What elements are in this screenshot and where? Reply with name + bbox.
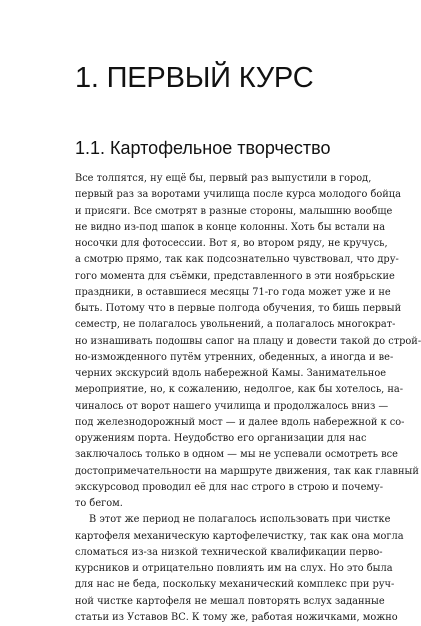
body-line: оружениям порта. Неудобство его организации для нас xyxy=(75,433,367,444)
body-line: для нас не беда, поскольку механический комплекс при руч- xyxy=(75,579,395,591)
body-line: а смотрю прямо, так как подсознательно чувствовал, что дру- xyxy=(75,254,399,266)
body-line: чиналось от ворот нашего училища и продолжалось вниз — xyxy=(75,400,389,412)
body-line: семестр, не полагалось увольнений, а полагалось многократ- xyxy=(75,319,396,331)
body-line: ной чистке картофеля не мешал повторять вслух заданные xyxy=(75,595,385,607)
section-title: 1.1. Картофельное творчество xyxy=(75,138,331,158)
body-line: черних экскурсий вдоль набережной Камы. Занимательное xyxy=(75,368,387,379)
body-line: не видно из-под шапок в конце колонны. Хоть бы встали на xyxy=(75,221,386,233)
body-line: первый раз за воротами училища после курса молодого бойца xyxy=(75,189,401,201)
body-line: и присяги. Все смотрят в разные стороны, малышню вообще xyxy=(75,205,393,217)
body-line: заключалось только в одном — мы не успевали осмотреть все xyxy=(75,449,398,461)
body-line: мероприятие, но, к сожалению, недолгое, как бы хотелось, на- xyxy=(75,384,404,396)
body-line: достопримечательности на маршруте движения, так как главный xyxy=(75,465,419,477)
body-line: гого момента для съёмки, представленного в эти ноябрьские xyxy=(75,270,395,282)
body-line: сломаться из-за низкой технической квалификации перво- xyxy=(75,546,383,558)
body-line: носочки для фотосессии. Вот я, во втором ряду, не кручусь, xyxy=(75,238,388,249)
body-line: Все толпятся, ну ещё бы, первый раз выпустили в город, xyxy=(75,173,372,184)
body-line: праздники, в оставшиеся месяцы 71-го года может уже и не xyxy=(75,286,391,298)
body-line-paragraph-end: то бегом. xyxy=(75,498,123,509)
body-line: картофеля механическую картофелечистку, так как она могла xyxy=(75,530,404,542)
body-text xyxy=(75,171,421,626)
chapter-title: 1. ПЕРВЫЙ КУРС xyxy=(75,62,314,94)
body-line: но-изможденного путём утренних, обеденных, а иногда и ве- xyxy=(75,351,394,363)
body-line: курсников и отрицательно повлиять им на слух. Но это была xyxy=(75,563,393,574)
body-line: под железнодорожный мост — и далее вдоль набережной к со- xyxy=(75,416,405,428)
body-line: но изнашивать подошвы сапог на плацу и довести такой до строй- xyxy=(75,335,421,347)
body-line: экскурсовод проводил её для нас строго в строю и почему- xyxy=(75,481,384,493)
body-line-paragraph-start: В этот же период не полагалось использовать при чистке xyxy=(89,514,391,526)
body-line: статьи из Уставов ВС. К тому же, работая ножичками, можно xyxy=(75,611,398,623)
body-line: быть. Потому что в первые полгода обучения, то бишь первый xyxy=(75,303,402,314)
